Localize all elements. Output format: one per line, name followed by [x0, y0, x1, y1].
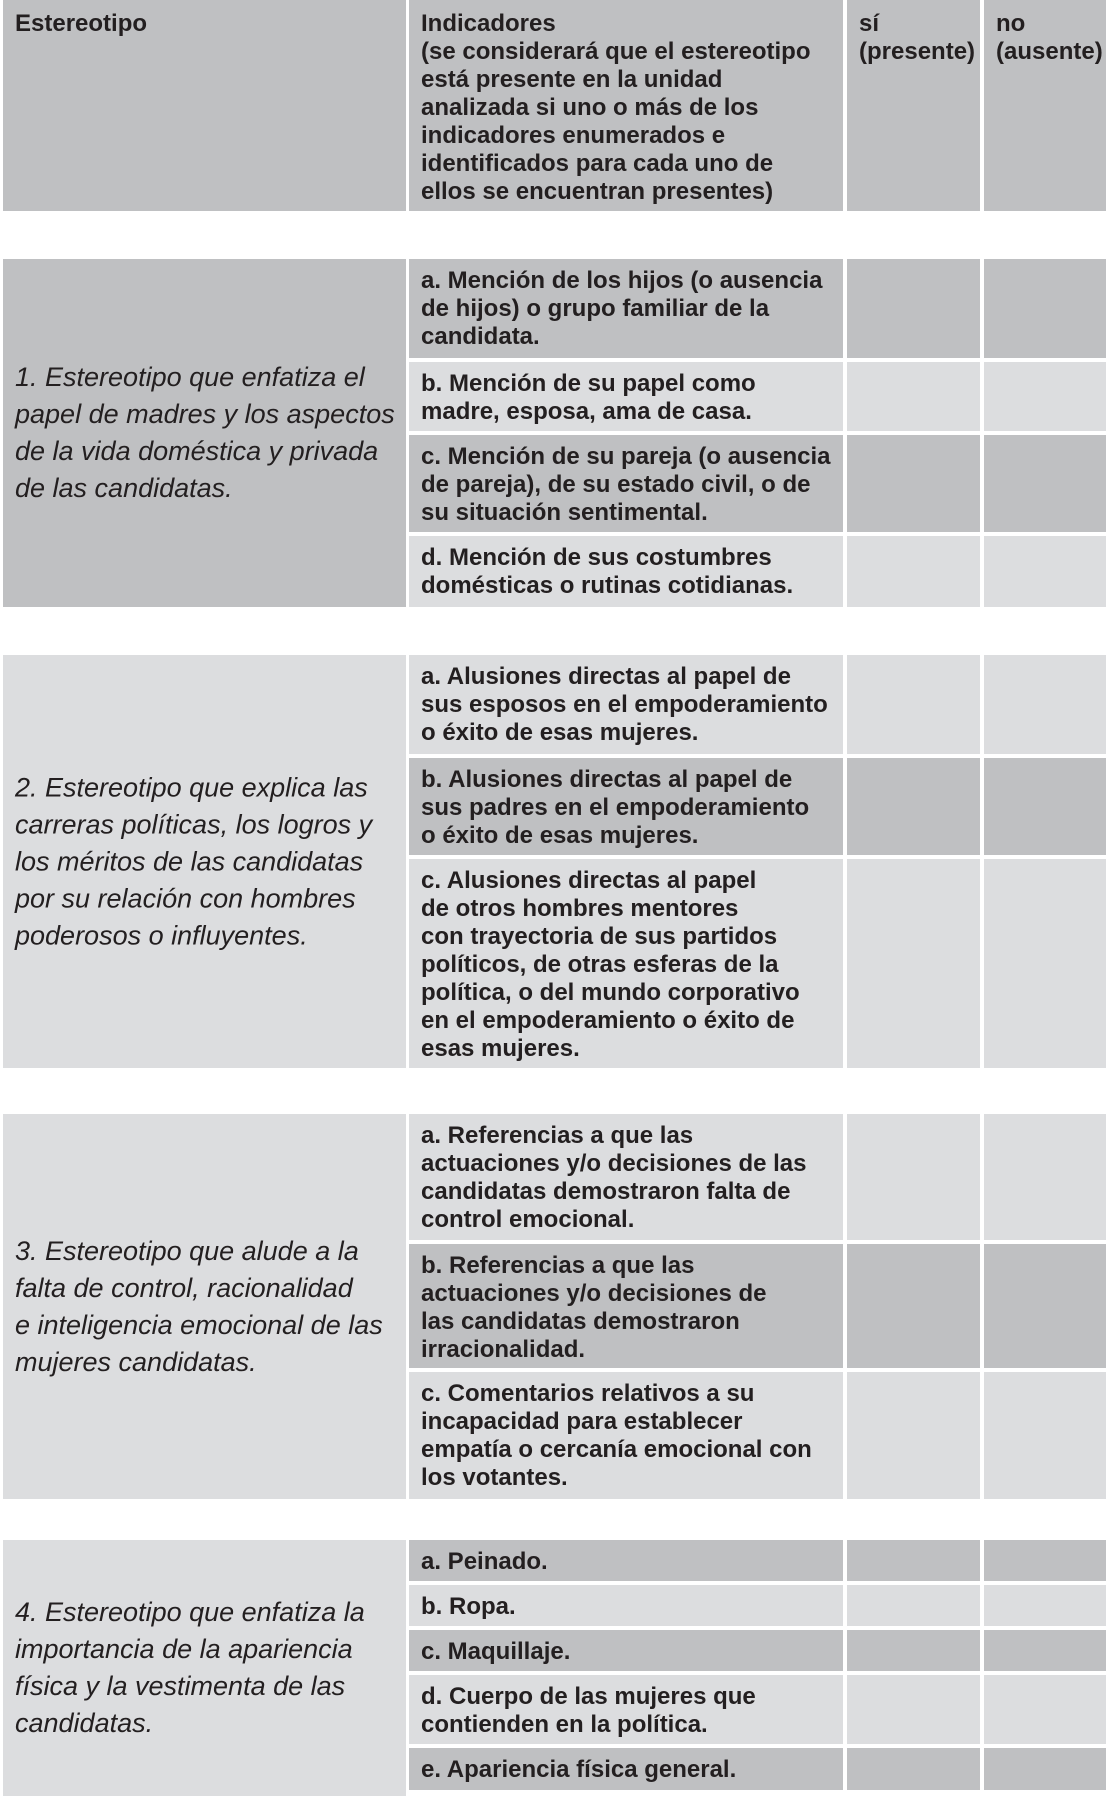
indicator-4d-text: d. Cuerpo de las mujeres que contienden en la política. — [421, 1683, 756, 1738]
indicator-1b-cell — [409, 362, 843, 431]
stereotype-1-cell — [3, 259, 406, 607]
no-cell-4c[interactable] — [984, 1630, 1106, 1671]
indicator-4c-text: c. Maquillaje. — [421, 1638, 571, 1665]
header-yes-cell — [847, 0, 980, 211]
yes-cell-1c[interactable] — [847, 435, 980, 532]
indicator-4e-cell — [409, 1748, 843, 1790]
no-cell-3b[interactable] — [984, 1244, 1106, 1368]
no-cell-4b[interactable] — [984, 1585, 1106, 1626]
no-cell-1c[interactable] — [984, 435, 1106, 532]
indicator-4a-text: a. Peinado. — [421, 1548, 548, 1575]
header-stereotype-label: Estereotipo — [15, 10, 148, 37]
indicator-1a-text: a. Mención de los hijos (o ausencia de hijos) o grupo familiar de la candidata. — [421, 267, 823, 350]
indicator-3a-text: a. Referencias a que las actuaciones y/o decisiones de las candidatas demostraron falta de control emocional. — [421, 1122, 807, 1233]
no-cell-1b[interactable] — [984, 362, 1106, 431]
stereotype-2-cell — [3, 655, 406, 1068]
header-no-cell — [984, 0, 1106, 211]
indicator-4a-cell — [409, 1540, 843, 1581]
no-cell-4e[interactable] — [984, 1748, 1106, 1790]
indicator-2b-cell — [409, 758, 843, 855]
indicator-2a-text: a. Alusiones directas al papel de sus esposos en el empoderamiento o éxito de esas mujeres. — [421, 663, 828, 746]
indicator-2a-cell — [409, 655, 843, 754]
yes-cell-1b[interactable] — [847, 362, 980, 431]
no-cell-2b[interactable] — [984, 758, 1106, 855]
indicator-1c-text: c. Mención de su pareja (o ausencia de pareja), de su estado civil, o de su situación sentimental. — [421, 443, 831, 526]
stereotype-3-cell — [3, 1114, 406, 1499]
yes-cell-3a[interactable] — [847, 1114, 980, 1240]
stereotype-3-text: 3. Estereotipo que alude a la falta de control, racionalidad e inteligencia emocional de las mujeres candidatas. — [15, 1235, 383, 1377]
no-cell-1d[interactable] — [984, 536, 1106, 607]
no-cell-2c[interactable] — [984, 859, 1106, 1068]
header-stereotype-cell — [3, 0, 406, 211]
indicator-1d-cell — [409, 536, 843, 607]
yes-cell-4e[interactable] — [847, 1748, 980, 1790]
indicator-2c-cell — [409, 859, 843, 1068]
no-cell-3c[interactable] — [984, 1372, 1106, 1499]
indicator-4b-cell — [409, 1585, 843, 1626]
indicator-1a-cell — [409, 259, 843, 358]
yes-cell-4c[interactable] — [847, 1630, 980, 1671]
yes-cell-3c[interactable] — [847, 1372, 980, 1499]
yes-cell-2b[interactable] — [847, 758, 980, 855]
indicator-2c-text: c. Alusiones directas al papel de otros hombres mentores con trayectoria de sus partidos políticos, de otras esferas de la política, o del mundo corporativo en el empoderamiento o éxito de esas mujeres. — [421, 867, 800, 1062]
header-indicators-label: Indicadores (se considerará que el estereotipo está presente en la unidad analizada si uno o más de los indicadores enumerados e identificados para cada uno de ellos se encuentran presentes) — [421, 10, 811, 205]
yes-cell-1a[interactable] — [847, 259, 980, 358]
indicator-1d-text: d. Mención de sus costumbres domésticas o rutinas cotidianas. — [421, 544, 794, 599]
yes-cell-2a[interactable] — [847, 655, 980, 754]
indicator-4b-text: b. Ropa. — [421, 1593, 516, 1620]
stereotype-4-cell — [3, 1540, 406, 1796]
indicator-3a-cell — [409, 1114, 843, 1240]
indicator-2b-text: b. Alusiones directas al papel de sus padres en el empoderamiento o éxito de esas mujeres. — [421, 766, 810, 849]
indicator-3c-cell — [409, 1372, 843, 1499]
indicator-4d-cell — [409, 1675, 843, 1744]
yes-cell-4d[interactable] — [847, 1675, 980, 1744]
indicator-3c-text: c. Comentarios relativos a su incapacidad para establecer empatía o cercanía emocional con los votantes. — [421, 1380, 812, 1491]
no-cell-4d[interactable] — [984, 1675, 1106, 1744]
yes-cell-3b[interactable] — [847, 1244, 980, 1368]
no-cell-1a[interactable] — [984, 259, 1106, 358]
yes-cell-4b[interactable] — [847, 1585, 980, 1626]
stereotype-4-text: 4. Estereotipo que enfatiza la importancia de la apariencia física y la vestimenta de las candidatas. — [15, 1597, 365, 1738]
no-cell-2a[interactable] — [984, 655, 1106, 754]
no-cell-3a[interactable] — [984, 1114, 1106, 1240]
no-cell-4a[interactable] — [984, 1540, 1106, 1581]
yes-cell-1d[interactable] — [847, 536, 980, 607]
header-no-label: no (ausente) — [996, 10, 1103, 65]
header-indicators-cell — [409, 0, 843, 211]
yes-cell-4a[interactable] — [847, 1540, 980, 1581]
indicator-1b-text: b. Mención de su papel como madre, esposa, ama de casa. — [421, 370, 756, 425]
stereotype-2-text: 2. Estereotipo que explica las carreras políticas, los logros y los méritos de las candidatas por su relación con hombres poderosos o influyentes. — [15, 772, 373, 950]
stereotype-1-text: 1. Estereotipo que enfatiza el papel de madres y los aspectos de la vida doméstica y privada de las candidatas. — [15, 362, 395, 503]
indicator-3b-text: b. Referencias a que las actuaciones y/o decisiones de las candidatas demostraron irracionalidad. — [421, 1252, 767, 1363]
indicator-1c-cell — [409, 435, 843, 532]
indicator-4e-text: e. Apariencia física general. — [421, 1756, 737, 1783]
indicator-3b-cell — [409, 1244, 843, 1368]
indicator-4c-cell — [409, 1630, 843, 1671]
header-yes-label: sí (presente) — [859, 10, 976, 65]
yes-cell-2c[interactable] — [847, 859, 980, 1068]
